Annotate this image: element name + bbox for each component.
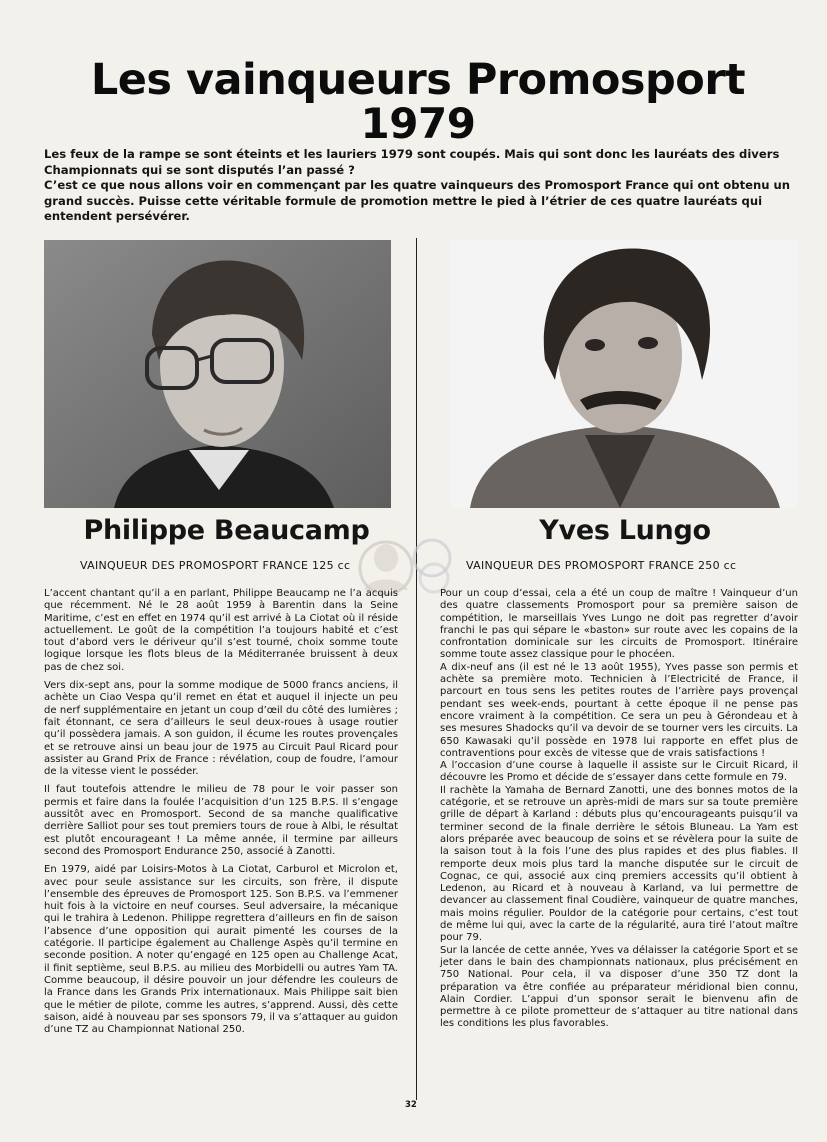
winner-category-left: VAINQUEUR DES PROMOSPORT FRANCE 125 cc [80,559,351,572]
article-column-left [44,588,398,1042]
portrait-photo-right [450,240,798,508]
column-divider [416,238,417,1100]
winner-category-right: VAINQUEUR DES PROMOSPORT FRANCE 250 cc [466,559,737,572]
page-number: 32 [405,1100,417,1110]
page-title-year: 1979 [360,99,476,148]
article-column-right [440,588,798,1031]
article-paragraph: L’accent chantant qu’il a en parlant, Philippe Beaucamp ne l’a acquis que récemment. Né le 28 août 1959 à Barentin dans la Seine Maritime, c’est en effet en 1974 qu’il est arrivé à La Ciotat où il réside actuellement. Le goût de la compétition l’a toujours habité et c’est tout d’abord vers le dériveur qu’il s’est tourné, choix somme toute logique lorsque les flots bleus de la Méditerranée bruissent à deux pas de chez soi. [44,588,398,673]
article-paragraph: Il rachète la Yamaha de Bernard Zanotti, une des bonnes motos de la catégorie, et se retrouve un après-midi de mars sur sa toute première grille de départ à Karland : débuts plus qu’encourageants puisqu’il va terminer second de la finale derrière le sétois Bluneau. La Yam est alors préparée avec beaucoup de soins et se révèlera pour la suite de la saison tout à la fois l’une des plus rapides et des plus fiables. Il remporte deux mois plus tard la manche disputée sur le circuit de Cognac, ce qui, associé aux cinq premiers accessits qu’il obtient à Ledenon, au Ricard et à nouveau à Karland, va lui permettre de devancer au classement final Coudière, vainqueur de quatre manches, mais moins régulier. Pouldor de la catégorie pour certains, c’est tout de même lui qui, avec la carte de la régularité, aura tiré l’atout maître pour 79. [440,784,798,944]
article-paragraph: A l’occasion d’une course à laquelle il assiste sur le Circuit Ricard, il découvre les Promo et décide de s’essayer dans cette formule en 79. [440,760,798,784]
intro-text [44,147,796,225]
winner-name-right: Yves Lungo [539,515,711,546]
article-paragraph: Vers dix-sept ans, pour la somme modique de 5000 francs anciens, il achète un Ciao Vespa qu’il remet en état et auquel il injecte un peu de nerf supplémentaire en jetant un coup d’œil du côté des lumières ; fait étonnant, ce sera d’ailleurs le seul deux-roues à usage routier qu’il possèdera jamais. A son guidon, il écume les routes provençales et se retrouve ainsi un beau jour de 1975 au Circuit Paul Ricard pour assister au Grand Prix de France : révélation, coup de foudre, l’amour de la vitesse vient le posséder. [44,680,398,778]
article-paragraph: En 1979, aidé par Loisirs-Motos à La Ciotat, Carburol et Microlon et, avec pour seule assistance sur les circuits, son frère, il dispute l’ensemble des épreuves de Promosport 125. Son B.P.S. va l’emmener huit fois à la victoire en neuf courses. Seul adversaire, la mécanique qui le trahira à Ledenon. Philippe regrettera d’ailleurs en fin de saison l’absence d’une opposition qui aurait pimenté les courses de la catégorie. Il participe également au Challenge Aspès qu’il termine en seconde position. A noter qu’engagé en 125 open au Challenge Acat, il finit septième, seul B.P.S. au milieu des Morbidelli ou autres Yam TA. Comme beaucoup, il désire pouvoir un jour défendre les couleurs de la France dans les Grands Prix internationaux. Mais Philippe sait bien que le métier de pilote, comme les autres, s’apprend. Aussi, dès cette saison, aidé à nouveau par ses sponsors 79, il va s’attaquer au guidon d’une TZ au Championnat National 250. [44,864,398,1036]
winner-name-left: Philippe Beaucamp [83,515,370,546]
intro-paragraph: Les feux de la rampe se sont éteints et les lauriers 1979 sont coupés. Mais qui sont donc les lauréats des divers Championnats qui se sont disputés l’an passé ? [44,147,780,177]
page-title: Les vainqueurs Promosport [90,55,746,105]
article-paragraph: Pour un coup d’essai, cela a été un coup de maître ! Vainqueur d’un des quatre classements Promosport pour sa première saison de compétition, le marseillais Yves Lungo ne doit pas regretter d’avoir franchi le pas qui sépare le «baston» sur route avec les copains de la confrontation dominicale sur les circuits de Promosport. Itinéraire somme toute assez classique pour le phocéen. [440,588,798,661]
article-paragraph: A dix-neuf ans (il est né le 13 août 1955), Yves passe son permis et achète sa première moto. Technicien à l’Electricité de France, il parcourt en tous sens les petites routes de l’arrière pays provençal pendant ses week-ends, pourtant à cette époque il ne pense pas encore vraiment à la compétition. Ce sera un peu à Gérondeau et à ses mesures Shadocks qu’il va devoir de se tourner vers les circuits. La 650 Kawasaki qu’il possède en 1978 lui rapporte en effet plus de contraventions pour excès de vitesse que de vrais satisfactions ! [440,661,798,759]
article-paragraph: Sur la lancée de cette année, Yves va délaisser la catégorie Sport et se jeter dans le bain des championnats nationaux, plus précisément en 750 National. Pour cela, il va disposer d’une 350 TZ dont la préparation va être confiée au préparateur méridional bien connu, Alain Cordier. L’appui d’un sponsor serait le bienvenu afin de permettre à ce pilote prometteur de s’attaquer au titre national dans les conditions les plus favorables. [440,944,798,1030]
intro-paragraph: C’est ce que nous allons voir en commençant par les quatre vainqueurs des Promosport France qui ont obtenu un grand succès. Puisse cette véritable formule de promotion mettre le pied à l’étrier de ces quatre lauréats qui entendent persévérer. [44,178,791,223]
portrait-photo-left [44,240,391,508]
article-paragraph: Il faut toutefois attendre le milieu de 78 pour le voir passer son permis et faire dans la foulée l’acquisition d’un 125 B.P.S. Il s’engage aussitôt avec en Promosport. Second de sa manche qualificative derrière Salliot pour ses tout premiers tours de roue à Albi, le résultat est plutôt encourageant ! La même année, il termine par ailleurs second des Promosport Endurance 250, associé à Zanotti. [44,784,398,857]
